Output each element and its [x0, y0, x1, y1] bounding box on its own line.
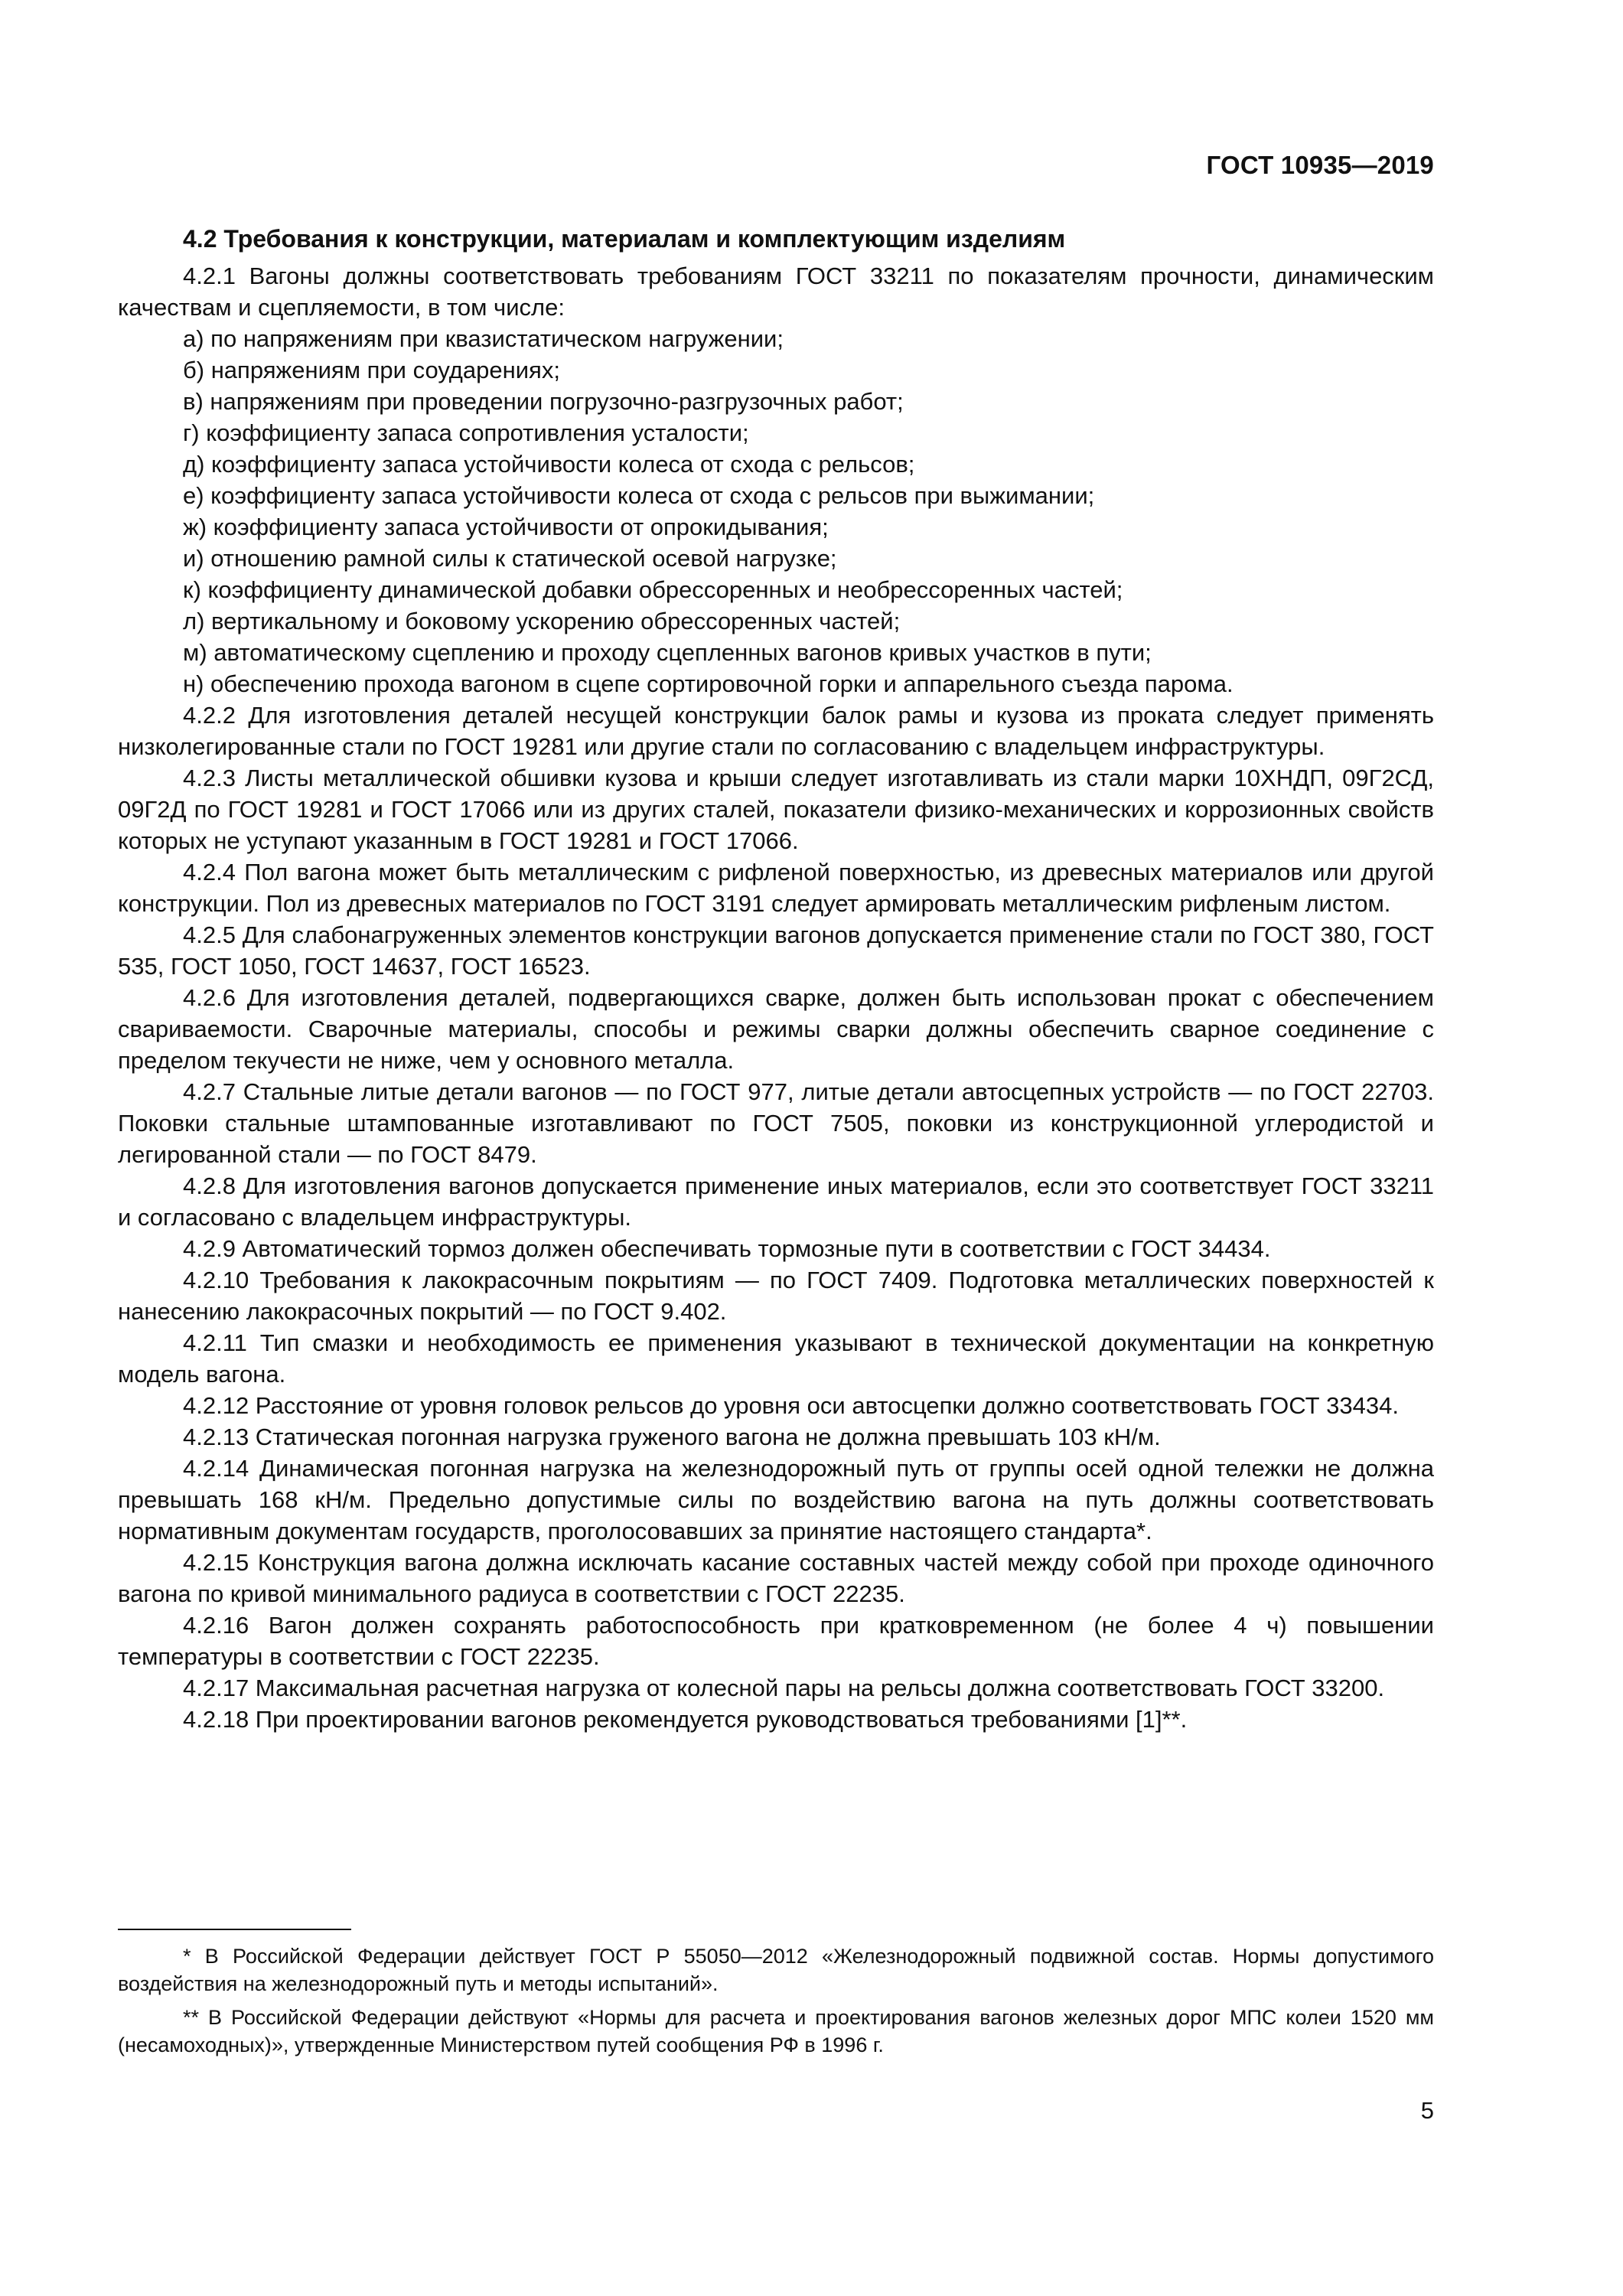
paragraph-4-2-6: 4.2.6 Для изготовления деталей, подвергающихся сварке, должен быть использован прокат с обеспечением свариваемости. Сварочные материалы, способы и режимы сварки должны обеспечить сварное соединение с пределом текучести не ниже, чем у основного металла.: [118, 984, 1434, 1074]
footnote-2: ** В Российской Федерации действуют «Нормы для расчета и проектирования вагонов железных дорог МПС колеи 1520 мм (несамоходных)», утвержденные Министерством путей сообщения РФ в 1996 г.: [118, 2006, 1434, 2056]
list-item: и) отношению рамной силы к статической осевой нагрузке;: [183, 545, 837, 572]
paragraph-4-2-10: 4.2.10 Требования к лакокрасочным покрытиям — по ГОСТ 7409. Подготовка металлических поверхностей к нанесению лакокрасочных покрытий — по ГОСТ 9.402.: [118, 1267, 1434, 1325]
footnote-divider: [118, 1929, 351, 1930]
list-item: к) коэффициенту динамической добавки обрессоренных и необрессоренных частей;: [183, 576, 1123, 603]
paragraph-4-2-9: 4.2.9 Автоматический тормоз должен обеспечивать тормозные пути в соответствии с ГОСТ 34434.: [183, 1235, 1271, 1262]
page-number: 5: [1420, 2097, 1434, 2124]
paragraph-4-2-17: 4.2.17 Максимальная расчетная нагрузка от колесной пары на рельсы должна соответствовать ГОСТ 33200.: [183, 1675, 1385, 1701]
paragraph-4-2-14: 4.2.14 Динамическая погонная нагрузка на железнодорожный путь от группы осей одной тележки не должна превышать 168 кН/м. Предельно допустимые силы по воздействию вагона на путь должны соответствовать нормативным документам государств, проголосовавших за принятие настоящего стандарта*.: [118, 1455, 1434, 1544]
paragraph-4-2-1: 4.2.1 Вагоны должны соответствовать требованиям ГОСТ 33211 по показателям прочности, динамическим качествам и сцепляемости, в том числе:: [118, 263, 1434, 321]
list-item: ж) коэффициенту запаса устойчивости от опрокидывания;: [183, 514, 829, 540]
section-title: 4.2 Требования к конструкции, материалам и комплектующим изделиям: [183, 225, 1066, 253]
paragraph-4-2-15: 4.2.15 Конструкция вагона должна исключать касание составных частей между собой при проходе одиночного вагона по кривой минимального радиуса в соответствии с ГОСТ 22235.: [118, 1549, 1434, 1607]
paragraph-4-2-16: 4.2.16 Вагон должен сохранять работоспособность при кратковременном (не более 4 ч) повышении температуры в соответствии с ГОСТ 22235.: [118, 1612, 1434, 1670]
paragraph-4-2-2: 4.2.2 Для изготовления деталей несущей конструкции балок рамы и кузова из проката следует применять низколегированные стали по ГОСТ 19281 или другие стали по согласованию с владельцем инфраструктуры.: [118, 702, 1434, 760]
paragraph-4-2-8: 4.2.8 Для изготовления вагонов допускается применение иных материалов, если это соответствует ГОСТ 33211 и согласовано с владельцем инфраструктуры.: [118, 1172, 1434, 1231]
paragraph-4-2-3: 4.2.3 Листы металлической обшивки кузова и крыши следует изготавливать из стали марки 10ХНДП, 09Г2СД, 09Г2Д по ГОСТ 19281 и ГОСТ 17066 или из других сталей, показатели физико-механических и коррозионных свойств которых не уступают указанным в ГОСТ 19281 и ГОСТ 17066.: [118, 765, 1434, 854]
document-body: [118, 222, 1434, 1735]
paragraph-4-2-11: 4.2.11 Тип смазки и необходимость ее применения указывают в технической документации на конкретную модель вагона.: [118, 1329, 1434, 1388]
footnote-1: * В Российской Федерации действует ГОСТ Р 55050—2012 «Железнодорожный подвижной состав. Нормы допустимого воздействия на железнодорожный путь и методы испытаний».: [118, 1945, 1434, 1995]
footnotes: [118, 1942, 1434, 2065]
paragraph-4-2-18: 4.2.18 При проектировании вагонов рекомендуется руководствоваться требованиями [1]**.: [183, 1706, 1188, 1733]
list-item: д) коэффициенту запаса устойчивости колеса от схода с рельсов;: [183, 451, 915, 478]
list-item: е) коэффициенту запаса устойчивости колеса от схода с рельсов при выжимании;: [183, 482, 1095, 509]
paragraph-4-2-13: 4.2.13 Статическая погонная нагрузка груженого вагона не должна превышать 103 кН/м.: [183, 1424, 1161, 1450]
paragraph-4-2-5: 4.2.5 Для слабонагруженных элементов конструкции вагонов допускается применение стали по ГОСТ 380, ГОСТ 535, ГОСТ 1050, ГОСТ 14637, ГОСТ 16523.: [118, 921, 1434, 980]
list-item: н) обеспечению прохода вагоном в сцепе сортировочной горки и аппарельного съезда парома.: [183, 670, 1234, 697]
list-item: б) напряжениям при соударениях;: [183, 357, 560, 383]
document-code-header: ГОСТ 10935—2019: [1206, 151, 1434, 179]
list-item: г) коэффициенту запаса сопротивления усталости;: [183, 419, 749, 446]
list-item: а) по напряжениям при квазистатическом нагружении;: [183, 325, 784, 352]
paragraph-4-2-4: 4.2.4 Пол вагона может быть металлическим с рифленой поверхностью, из древесных материалов или другой конструкции. Пол из древесных материалов по ГОСТ 3191 следует армировать металлическим рифленым листом.: [118, 859, 1434, 917]
paragraph-4-2-7: 4.2.7 Стальные литые детали вагонов — по ГОСТ 977, литые детали автосцепных устройств — по ГОСТ 22703. Поковки стальные штампованные изготавливают по ГОСТ 7505, поковки из конструкционной углеродистой и легированной стали — по ГОСТ 8479.: [118, 1078, 1434, 1168]
list-item: в) напряжениям при проведении погрузочно-разгрузочных работ;: [183, 388, 904, 415]
paragraph-4-2-12: 4.2.12 Расстояние от уровня головок рельсов до уровня оси автосцепки должно соответствовать ГОСТ 33434.: [183, 1392, 1399, 1419]
list-item: л) вертикальному и боковому ускорению обрессоренных частей;: [183, 608, 901, 634]
list-item: м) автоматическому сцеплению и проходу сцепленных вагонов кривых участков в пути;: [183, 639, 1152, 666]
document-page: [118, 0, 1434, 2296]
